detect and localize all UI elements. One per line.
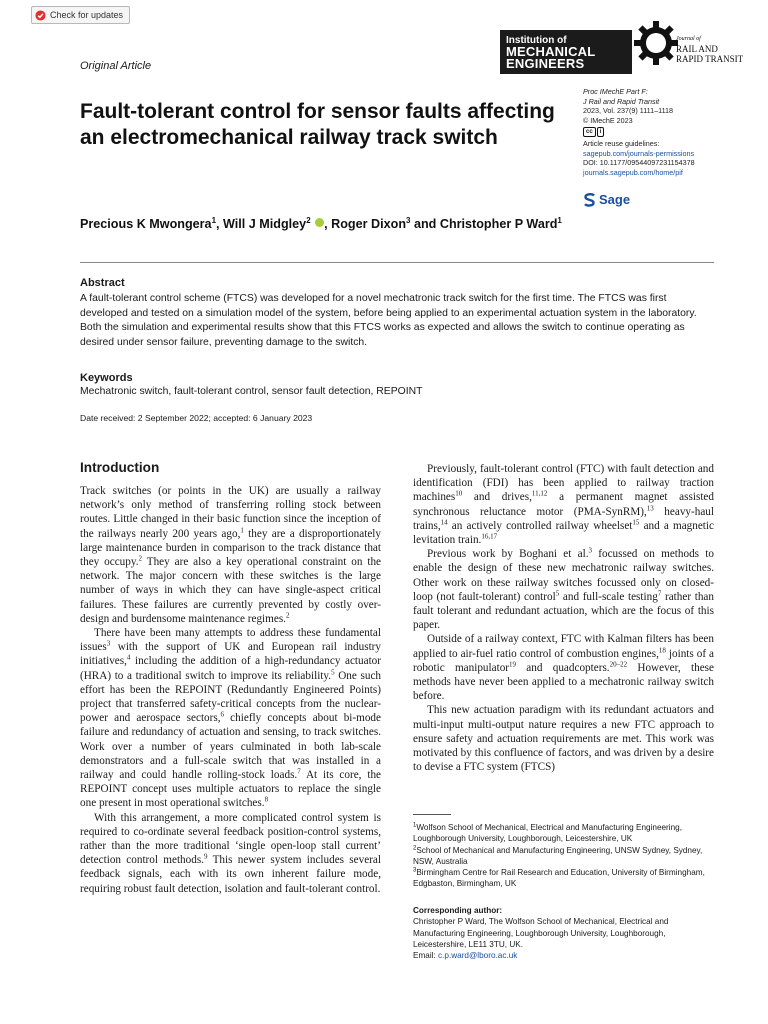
introduction-heading: Introduction [80,460,160,475]
citation[interactable]: 2 [285,611,290,620]
article-title: Fault-tolerant control for sensor faults affecting an electromechanical railway track switch [80,100,555,149]
meta-doi[interactable]: DOI: 10.1177/09544097231154378 [583,158,695,167]
email-link[interactable]: c.p.ward@lboro.ac.uk [438,951,518,961]
citation[interactable]: 10 [455,489,463,498]
by-badge: i [597,127,605,137]
text: including the addition of a high-redundancy actuator (HRA) to a traditional switch to improve its reliability. [80,655,381,682]
sage-logo [583,192,630,207]
meta-proc: Proc IMechE Part F: [583,87,648,96]
meta-journal: J Rail and Rapid Transit [583,96,660,106]
journal-logo [676,34,743,64]
paragraph [413,632,714,703]
affiliations [413,822,714,890]
journal-logo-line-2: RAPID TRANSIT [676,54,744,64]
email-line [413,950,714,961]
affil-text: Wolfson School of Mechanical, Electrical and Manufacturing Engineering, Loughborough University, Loughborough, Leicestershire, UK [413,823,682,844]
text: Outside of a railway context, FTC with Kalman filters has been applied to air-fuel ratio control of combustion engines, [413,633,714,660]
text: an actively controlled railway wheelset [447,519,633,532]
logo-line-3: ENGINEERS [506,56,585,71]
author-1: Precious K Mwongera [80,217,212,232]
text: joints of a robotic manipulator [413,647,715,674]
article-type: Original Article [80,60,152,72]
text: rather than fault tolerant and redundant actuation, which are the focus of this paper. [413,590,714,632]
text: They are also a key operational constraint on the network. The major concern with these switches is the large number of ways in which they can have single-aspect critical failures. These failures are currently prevented by costly over-design and burdensome maintenance regimes. [80,556,382,625]
paragraph [413,462,714,547]
affil-text: Birmingham Centre for Rail Research and Education, University of Birmingham, Edgbaston, Birmingham, UK [413,868,705,889]
reuse-link[interactable]: sagepub.com/journals-permissions [583,148,695,158]
citation[interactable]: 3 [106,639,111,648]
paragraph: This new actuation paradigm with its redundant actuators and multi-input multi-output nature requires a new FTC approach to ensure safety and actuation requirements are met. This work was motivated by this confluence of factors, and was driven by a desire to devise a FTC system (FTCS) [413,704,714,774]
paragraph [80,811,381,896]
author-4-affil: 1 [557,216,562,225]
author-3-affil: 3 [406,216,411,225]
journal-logo-line-1: RAIL AND [676,44,718,54]
text: and quadcopters. [516,661,610,674]
author-3: , Roger Dixon [324,217,407,232]
citation[interactable]: 20–22 [609,660,628,669]
check-for-updates-button[interactable] [31,6,130,24]
text: At its core, the REPOINT concept uses multiple actuators to replace the single one present in most operational switches. [80,769,381,810]
citation[interactable]: 9 [203,852,208,861]
text: However, these methods have never been applied to a mechatronic railway switch before. [413,661,714,703]
affil-text: School of Mechanical and Manufacturing Engineering, UNSW Sydney, Sydney, NSW, Australia [413,845,703,866]
citation[interactable]: 7 [297,767,301,776]
author-1-affil: 1 [211,216,217,225]
citation[interactable]: 5 [331,667,335,676]
update-badge-icon [35,10,46,21]
text: they are a disproportionately large maintenance burden in comparison to the track distance that they occupy. [80,527,381,569]
sage-s-icon [583,193,596,207]
text: a permanent magnet assisted synchronous reluctance motor (PMA-SynRM), [413,491,714,518]
meta-reuse: Article reuse guidelines: [583,139,660,148]
author-2-affil: 2 [306,216,311,225]
dates-line: Date received: 2 September 2022; accepted: 6 January 2023 [80,413,313,423]
journal-metadata [583,87,695,177]
cc-badge: cc [583,127,596,137]
citation[interactable]: 4 [126,653,131,662]
citation[interactable]: 13 [646,503,654,512]
text: and a magnetic levitation train. [413,519,714,547]
citation[interactable]: 5 [555,589,560,598]
author-2: , Will J Midgley [216,217,307,232]
left-column [80,484,381,896]
text: Previously, fault-tolerant control (FTC) with fault detection and identification (FDI) has been applied to railway traction machines [413,463,714,504]
keywords-text: Mechatronic switch, fault-tolerant control, sensor fault detection, REPOINT [80,386,423,397]
paragraph [413,547,714,632]
text: with the support of UK and European rail industry initiatives, [80,641,381,668]
citation[interactable]: 2 [138,554,143,563]
affiliation [413,845,714,868]
check-for-updates-label: Check for updates [50,10,124,20]
keywords-heading: Keywords [80,372,133,384]
orcid-icon[interactable] [315,218,324,227]
affiliation [413,822,714,845]
text: and full-scale testing [559,590,658,603]
text: and drives, [462,491,532,504]
text: There have been many attempts to address these fundamental issues [80,627,381,654]
text: heavy-haul trains, [413,505,714,532]
citation[interactable]: 6 [220,710,225,719]
journal-logo-small: Journal of [676,36,701,42]
citation[interactable]: 3 [588,546,592,555]
meta-copyright: © IMechE 2023 [583,115,633,125]
corresponding-text: Christopher P Ward, The Wolfson School of Mechanical, Electrical and Manufacturing Engineering, Loughborough University, Loughborough, Leicestershire, LE11 3TU, UK. [413,917,669,949]
footnote-divider [413,814,451,815]
logo-line-1: Institution of [506,35,567,46]
meta-volume: 2023, Vol. 237(9) 1111–1118 [583,106,674,115]
citation[interactable]: 19 [509,660,517,669]
author-4: and Christopher P Ward [410,217,558,232]
gear-icon [633,20,679,66]
email-label: Email: [413,951,439,961]
text: This newer system includes several feedback signals, each with its own inherent failure mode, requiring robust fault detection, isolation and fault-tolerant control. [80,854,381,895]
corresponding-author [413,905,714,961]
text: Track switches (or points in the UK) are usually a railway network’s only method of transferring rolling stock between routes. Little changed in their basic function since the inception of the railways nearly 200 years ago, [80,485,381,540]
imeche-logo [500,30,632,74]
logo-line-2: MECHANICAL [506,44,596,59]
affil-number: 3 [413,867,417,874]
text: focussed on methods to enable the design of these new mechatronic railway switches. Other work on these railway switches focussed only on closed-loop (not fault-tolerant) control [413,548,714,603]
paragraph [80,484,381,626]
text: Previous work by Boghani et al. [427,548,589,561]
divider [80,262,714,263]
text: chiefly concepts about bi-mode failure and redundancy of actuation and sensing, to track switches. Work over a number of years culminated in both lab-scale demonstrators and a full-scale switch that was installed in a railway and could handle rolling-stock loads. [80,712,381,782]
citation[interactable]: 1 [240,525,244,534]
affiliation [413,867,714,890]
text: One such effort has been the REPOINT (Redundantly Engineered Points) project that transferred safety-critical concepts from the nuclear-power and aerospace sectors, [80,669,381,725]
affil-number: 2 [413,844,417,851]
author-list [80,216,562,231]
abstract-heading: Abstract [80,277,125,289]
abstract-text: A fault-tolerant control scheme (FTCS) was developed for a novel mechatronic track switch for the first time. The FTCS was first developed and tested on a simulation model of the system, before being applied to an experimental actuation system in the laboratory. Both the simulation and experimental results show that this FTCS works as expected and allows the switch to continue operating as desired under sensor failure, preventing damage to the switch. [80,293,697,348]
corresponding-heading: Corresponding author: [413,906,503,915]
text: With this arrangement, a more complicated control system is required to co-ordinate several feedback position-control systems, rather than the more traditional ‘single open-loop stall current’ detection control methods. [80,811,381,867]
citation[interactable]: 8 [264,795,269,804]
citation[interactable]: 18 [658,645,666,654]
paragraph [80,626,381,811]
right-column [413,462,714,774]
citation[interactable]: 15 [632,518,640,527]
sage-label: Sage [599,192,631,207]
cc-license-icon[interactable] [583,127,604,137]
citation[interactable]: 16,17 [481,532,498,541]
citation[interactable]: 11,12 [531,489,548,498]
citation[interactable]: 14 [440,518,448,527]
affil-number: 1 [413,822,417,829]
journal-home-link[interactable]: journals.sagepub.com/home/pif [583,167,683,177]
citation[interactable]: 7 [657,589,662,598]
